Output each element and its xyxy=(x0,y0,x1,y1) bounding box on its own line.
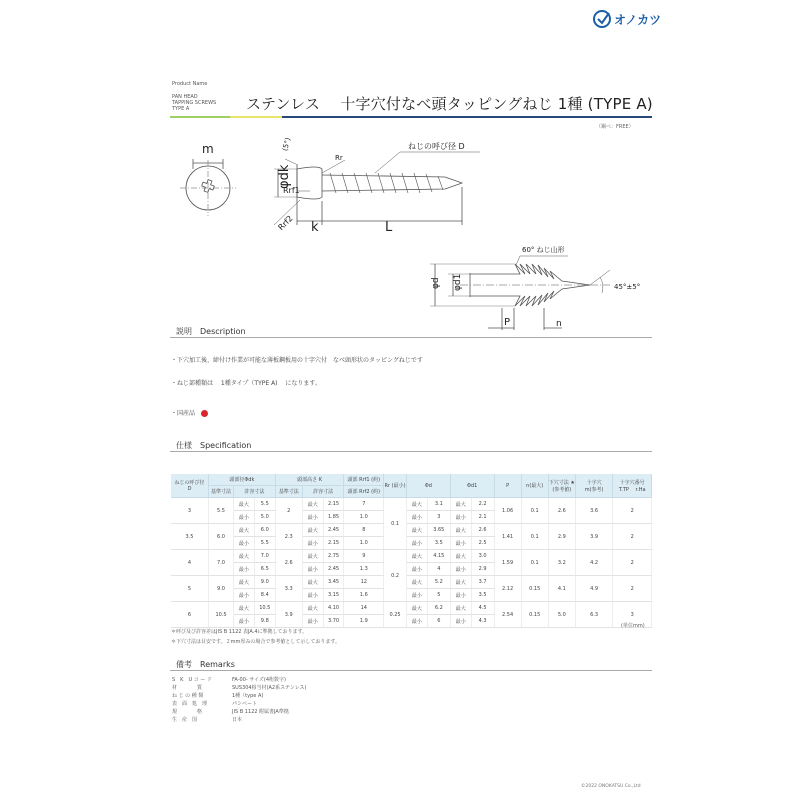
dim-k-label: k xyxy=(311,220,319,235)
col-nominal-header: ねじの呼び径 D xyxy=(171,474,209,498)
dim-m-label: m xyxy=(202,142,214,156)
spec-note: ＊下穴寸法は目安です。２mm厚みの場合で参考値として示しております。 xyxy=(171,639,340,645)
col-m-header: 十字穴 m(参考) xyxy=(575,474,613,498)
japan-flag-icon xyxy=(201,410,208,417)
remarks-heading: 備考 Remarks xyxy=(176,660,235,669)
dim-dk-label: φdk xyxy=(277,164,292,189)
col-n-header: n(最大) xyxy=(521,474,548,498)
spec-rule xyxy=(170,451,652,452)
product-type-line: TAPPING SCREWS xyxy=(172,100,217,106)
table-row: 3 5.5 最大 5.5 2 最大 2.15 7 0.1 最大 3.1 最大 2.2 1.06 0.1 2.6 3.6 2 xyxy=(171,498,652,511)
head-top-view xyxy=(180,159,236,216)
dim-rr-label: Rr xyxy=(335,154,343,162)
logo-mark-icon xyxy=(592,8,614,30)
remarks-rule xyxy=(170,670,652,671)
unit-label: (単位mm) xyxy=(621,623,645,629)
unit-note: （鋼ペ：FREE） xyxy=(596,124,634,130)
thread-detail-view xyxy=(430,256,610,330)
remarks-row: 材 質 SUS304相当材(A2系ステンレス) xyxy=(172,685,307,691)
col-k-header: 頭部高さ K xyxy=(275,474,344,486)
table-row: 6 10.5 最大 10.5 3.9 最大 4.10 14 0.25 最大 6.2 最大 4.5 2.54 0.15 5.0 6.3 3 xyxy=(171,602,652,615)
col-rr-header: Rr (最小) xyxy=(384,474,407,498)
product-type-line: TYPE A xyxy=(172,106,190,112)
table-row: 5 9.0 最大 9.0 3.3 最大 3.45 12 最大 5.2 最大 3.7 2.12 0.15 4.1 4.9 2 xyxy=(171,576,652,589)
remarks-row: S K U コ ー ド FA-00- サイズ(4桁数字) xyxy=(172,677,286,683)
table-row: 最小 8.4 最小 3.15 1.6 最小 5 最小 3.5 xyxy=(171,589,652,602)
col-p-header: P xyxy=(494,474,521,498)
dim-deg5-label: (5°) xyxy=(281,136,293,152)
description-rule xyxy=(170,337,652,338)
col-hole-header: 下穴寸法 ★ (参考値) xyxy=(548,474,575,498)
col-dk-tol-header: 許容寸法 xyxy=(234,486,276,498)
table-row: 3.5 6.0 最大 6.0 2.3 最大 2.45 8 最大 3.65 最大 2.6 1.41 0.1 2.9 3.9 2 xyxy=(171,524,652,537)
product-name-label: Product Name xyxy=(172,81,208,87)
dim-n-label: n xyxy=(556,319,562,329)
remarks-table xyxy=(172,676,306,724)
title-rule-navy xyxy=(282,116,652,118)
spec-note: ＊呼び及び許容差はJIS B 1122 表JA.4に準拠しております。 xyxy=(171,629,308,635)
dim-rrf2-label: Rrf2 xyxy=(276,213,295,233)
col-d-header: Φd xyxy=(407,474,451,498)
product-type xyxy=(172,94,216,112)
description-line: ・国産品 xyxy=(171,410,196,417)
table-row: 4 7.0 最大 7.0 2.6 最大 2.75 9 0.2 最大 4.15 最大 3.0 1.59 0.1 3.2 4.2 2 xyxy=(171,550,652,563)
product-type-line: PAN HEAD xyxy=(172,94,198,100)
col-dk-base-header: 基準寸法 xyxy=(209,486,234,498)
point-angle-label: 45°±5° xyxy=(614,283,641,291)
remarks-row: 規 格 JIS B 1122 附属書JA準拠 xyxy=(172,709,289,715)
table-row: 最小 5.5 最小 2.15 1.0 最小 3.5 最小 2.5 xyxy=(171,537,652,550)
dim-rrf1-label: Rrf1 xyxy=(283,186,300,195)
title-rule-green xyxy=(170,116,230,118)
col-rrf1-header: 頭部 Rrf1 (約) xyxy=(344,474,384,486)
table-row: 最小 6.5 最小 2.45 1.3 最小 4 最小 2.9 xyxy=(171,563,652,576)
brand-logo xyxy=(592,8,674,30)
remarks-row: ね じ の 種 類 1種（type A) xyxy=(172,693,264,699)
copyright: ©2022 ONOKATSU Co.,Ltd xyxy=(581,784,641,789)
dim-d1-label: φd1 xyxy=(453,273,463,291)
description-line: ・ねじ部種類は 1種タイプ（TYPE A) になります。 xyxy=(171,380,321,387)
logo-text: オノカツ xyxy=(614,13,662,27)
dim-l-label: L xyxy=(385,220,393,235)
description-line: ・下穴加工後、締付け作業が可能な薄板鋼板用の十字穴付 なべ頭形状のタッピングねじです xyxy=(171,357,423,364)
col-dk-header: 頭部径Φdk xyxy=(209,474,276,486)
col-k-tol-header: 許容寸法 xyxy=(302,486,344,498)
spec-heading: 仕様 Specification xyxy=(176,441,252,450)
col-cross-header: 十字穴番号 T.TP r.Ha xyxy=(613,474,652,498)
description-origin xyxy=(171,408,208,417)
screw-side-view xyxy=(274,152,480,225)
screw-drawing xyxy=(170,125,650,335)
col-rrf2-header: 頭部 Rrf2 (約) xyxy=(344,486,384,498)
page-title: ステンレス 十字穴付なべ頭タッピングねじ 1種 (TYPE A) xyxy=(246,95,653,113)
table-row: 最小 5.0 最小 1.85 1.0 最小 3 最小 2.1 xyxy=(171,511,652,524)
remarks-row: 生 産 国 日本 xyxy=(172,717,243,723)
table-row: 最小 9.8 最小 3.70 1.9 最小 6 最小 4.3 xyxy=(171,615,652,628)
dim-nominal-label: ねじの呼び径 D xyxy=(408,142,465,151)
remarks-row: 表 面 処 理 パシベート xyxy=(172,701,258,707)
col-d1-header: Φd1 xyxy=(450,474,494,498)
title-rule-yellow xyxy=(230,116,282,118)
col-k-base-header: 基準寸法 xyxy=(275,486,302,498)
dim-d-label: φd xyxy=(431,277,441,289)
spec-table xyxy=(171,474,652,628)
dim-p-label: P xyxy=(504,317,511,328)
description-heading: 説明 Description xyxy=(176,327,246,336)
thread-angle-label: 60° ねじ山形 xyxy=(522,246,565,254)
